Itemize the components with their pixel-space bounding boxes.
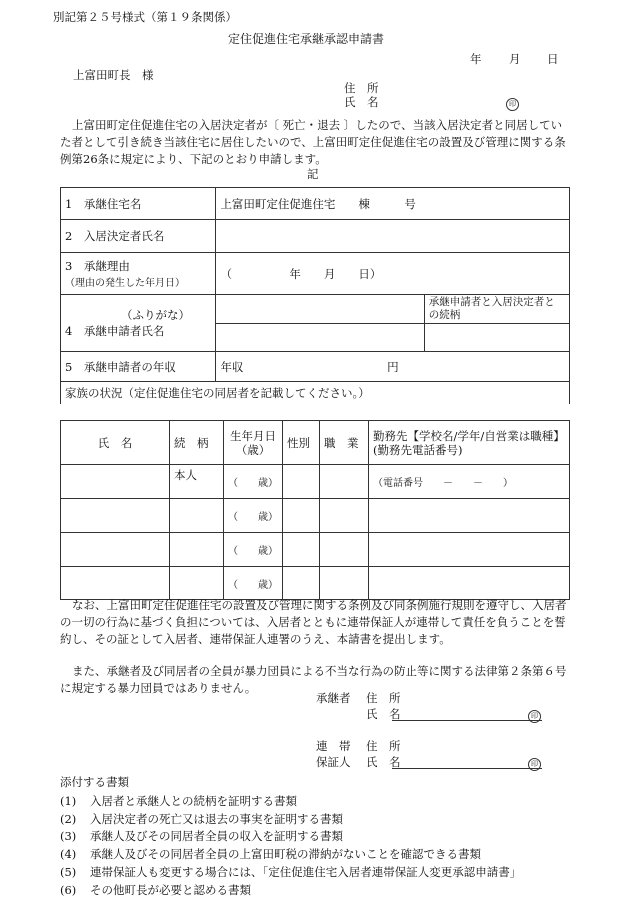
guarantor-seal — [528, 755, 541, 771]
reason-label-cell — [61, 253, 216, 295]
income-label: 5 承継申請者の年収 — [65, 359, 176, 374]
reason-date: （ 年 月 日） — [220, 266, 382, 281]
attachment-text: 入居者と承継人との続柄を証明する書類 — [90, 794, 297, 808]
guarantor-name-line[interactable] — [392, 768, 542, 769]
age-placeholder: （ 歳） — [228, 512, 278, 523]
attachment-no: (3) — [60, 829, 77, 843]
successor-address-label: 住 所 — [366, 691, 401, 705]
family-job-cell[interactable] — [320, 567, 369, 600]
successor-name-label: 4 承継申請者氏名 — [65, 324, 165, 338]
successor-name-line[interactable] — [392, 720, 542, 721]
age-placeholder: （ 歳） — [228, 579, 278, 591]
header-sex: 性別 — [287, 435, 310, 450]
attachment-item — [60, 793, 297, 809]
honnin-label: 本人 — [174, 468, 197, 482]
family-age-cell[interactable] — [224, 533, 283, 567]
family-row — [61, 567, 570, 600]
house-value: 上富田町定住促進住宅 棟 号 — [220, 196, 416, 211]
attachment-no: (4) — [60, 847, 77, 861]
relation-label: 承継申請者と入居決定者との続柄 — [428, 296, 555, 321]
family-name-cell[interactable] — [61, 567, 170, 600]
reason-sublabel: （理由の発生した年月日） — [65, 278, 185, 289]
attachment-item — [60, 811, 343, 827]
family-workplace-cell[interactable] — [369, 499, 570, 533]
application-table — [60, 187, 570, 404]
addressee: 上富田町長 様 — [73, 68, 154, 82]
guarantor-address-label: 住 所 — [366, 739, 401, 753]
seal-mark: 印 — [528, 710, 541, 723]
family-job-cell[interactable] — [320, 533, 369, 567]
house-label-cell — [61, 188, 216, 220]
successor-seal — [528, 707, 541, 723]
relation-label-cell — [424, 295, 569, 324]
family-header-relation — [170, 421, 224, 465]
age-placeholder: （ 歳） — [228, 478, 278, 489]
decider-label-cell — [61, 220, 216, 253]
attachment-item — [60, 882, 251, 898]
furigana-label: （ふりがな） — [121, 308, 190, 322]
family-row — [61, 533, 570, 567]
family-header-birth — [224, 421, 283, 465]
attachment-text: 連帯保証人も変更する場合には、「定住促進住宅入居者連帯保証人変更承認申請書」 — [90, 865, 522, 879]
family-relation-cell[interactable] — [170, 499, 224, 533]
seal-mark: 印 — [528, 758, 541, 771]
date-year: 年 — [470, 52, 482, 66]
attachment-item — [60, 846, 481, 862]
house-value-cell[interactable] — [216, 188, 570, 220]
header-relation: 続 柄 — [174, 435, 209, 450]
attachments-title: 添付する書類 — [60, 775, 129, 789]
relation-value-cell[interactable] — [424, 324, 569, 352]
guarantor-label-1: 連 帯 — [316, 739, 351, 753]
family-name-cell[interactable] — [61, 465, 170, 499]
family-workplace-cell[interactable] — [369, 567, 570, 600]
family-sex-cell[interactable] — [283, 533, 320, 567]
attachment-text: 承継人及びその同居者全員の収入を証明する書類 — [90, 829, 343, 843]
family-name-cell[interactable] — [61, 533, 170, 567]
attachment-text: 入居決定者の死亡又は退去の事実を証明する書類 — [90, 812, 343, 826]
family-title: 家族の状況（定住促進住宅の同居者を記載してください。） — [65, 385, 370, 400]
family-job-cell[interactable] — [320, 465, 369, 499]
family-header-sex — [283, 421, 320, 465]
family-sex-cell[interactable] — [283, 567, 320, 600]
reason-value-cell[interactable] — [216, 253, 570, 295]
family-relation-cell — [170, 465, 224, 499]
attachment-item — [60, 828, 343, 844]
form-number: 別記第２５号様式（第１９条関係） — [53, 10, 237, 24]
income-label-cell — [61, 352, 216, 382]
applicant-seal — [506, 95, 519, 111]
family-age-cell[interactable] — [224, 567, 283, 600]
header-birth: 生年月日（歳） — [230, 428, 276, 457]
attachment-no: (5) — [60, 865, 77, 879]
family-header-job — [320, 421, 369, 465]
income-prefix: 年収 — [220, 359, 244, 374]
family-relation-cell[interactable] — [170, 567, 224, 600]
family-age-cell[interactable] — [224, 465, 283, 499]
successor-name-label: 氏 名 — [366, 707, 401, 721]
family-sex-cell[interactable] — [283, 465, 320, 499]
attachment-text: その他町長が必要と認める書類 — [90, 883, 251, 897]
family-relation-cell[interactable] — [170, 533, 224, 567]
phone-placeholder: （電話番号 － － ） — [373, 478, 513, 489]
ki-heading: 記 — [307, 167, 319, 181]
successor-name-value-cell[interactable] — [216, 324, 424, 352]
family-name-cell[interactable] — [61, 499, 170, 533]
decider-value-cell[interactable] — [216, 220, 570, 253]
successor-label: 承継者 — [316, 691, 351, 705]
family-table — [60, 420, 570, 600]
attachment-no: (1) — [60, 794, 77, 808]
age-placeholder: （ 歳） — [228, 546, 278, 557]
attachment-item — [60, 864, 521, 880]
attachment-text: 承継人及びその同居者全員の上富田町税の滞納がないことを確認できる書類 — [90, 847, 481, 861]
income-value-cell[interactable] — [216, 352, 570, 382]
reason-label: 3 承継理由 — [65, 259, 130, 273]
family-age-cell[interactable] — [224, 499, 283, 533]
pledge-paragraph: なお、上富田町定住促進住宅の設置及び管理に関する条例及び同条例施行規則を遵守し、入居者の一切の行為に基づく負担については、入居者とともに連帯保証人が連帯して責任を負うことを誓約し、その証として入居者、連帯保証人連署のうえ、本請書を提出します。 — [60, 598, 567, 646]
family-workplace-cell[interactable] — [369, 465, 570, 499]
successor-label-cell — [61, 295, 216, 352]
family-workplace-cell[interactable] — [369, 533, 570, 567]
attachment-no: (2) — [60, 812, 77, 826]
family-sex-cell[interactable] — [283, 499, 320, 533]
header-workplace: 勤務先【学校名/学年/自営業は職種】(勤務先電話番号) — [373, 428, 565, 457]
family-job-cell[interactable] — [320, 499, 369, 533]
date-day: 日 — [547, 52, 559, 66]
applicant-name-label: 氏 名 — [344, 95, 379, 109]
guarantor-label-2: 保証人 — [316, 755, 351, 769]
anti-gang-paragraph: また、承継者及び同居者の全員が暴力団員による不当な行為の防止等に関する法律第２条第６号に規定する暴力団員ではありません。 — [60, 664, 567, 695]
decider-label: 2 入居決定者氏名 — [65, 229, 165, 243]
family-header-workplace — [369, 421, 570, 465]
family-header-name — [61, 421, 170, 465]
furigana-value-cell[interactable] — [216, 295, 424, 324]
family-row — [61, 499, 570, 533]
house-label: 1 承継住宅名 — [65, 196, 142, 211]
intro-paragraph: 上富田町定住促進住宅の入居決定者が〔 死亡・退去 〕したので、当該入居決定者と同居していた者として引き続き当該住宅に居住したいので、上富田町定住促進住宅の設置及び管理に関する条例第26条に規定により、下記のとおり申請します。 — [60, 118, 566, 166]
family-row — [61, 465, 570, 499]
applicant-address-label: 住 所 — [344, 81, 379, 95]
seal-mark: 印 — [506, 98, 519, 111]
header-job: 職 業 — [324, 435, 359, 450]
header-name: 氏 名 — [97, 435, 133, 450]
date-month: 月 — [509, 52, 521, 66]
income-yen: 円 — [387, 359, 399, 374]
family-title-cell — [61, 382, 570, 404]
attachment-no: (6) — [60, 883, 77, 897]
guarantor-name-label: 氏 名 — [366, 755, 401, 769]
document-title: 定住促進住宅承継承認申請書 — [228, 32, 385, 46]
